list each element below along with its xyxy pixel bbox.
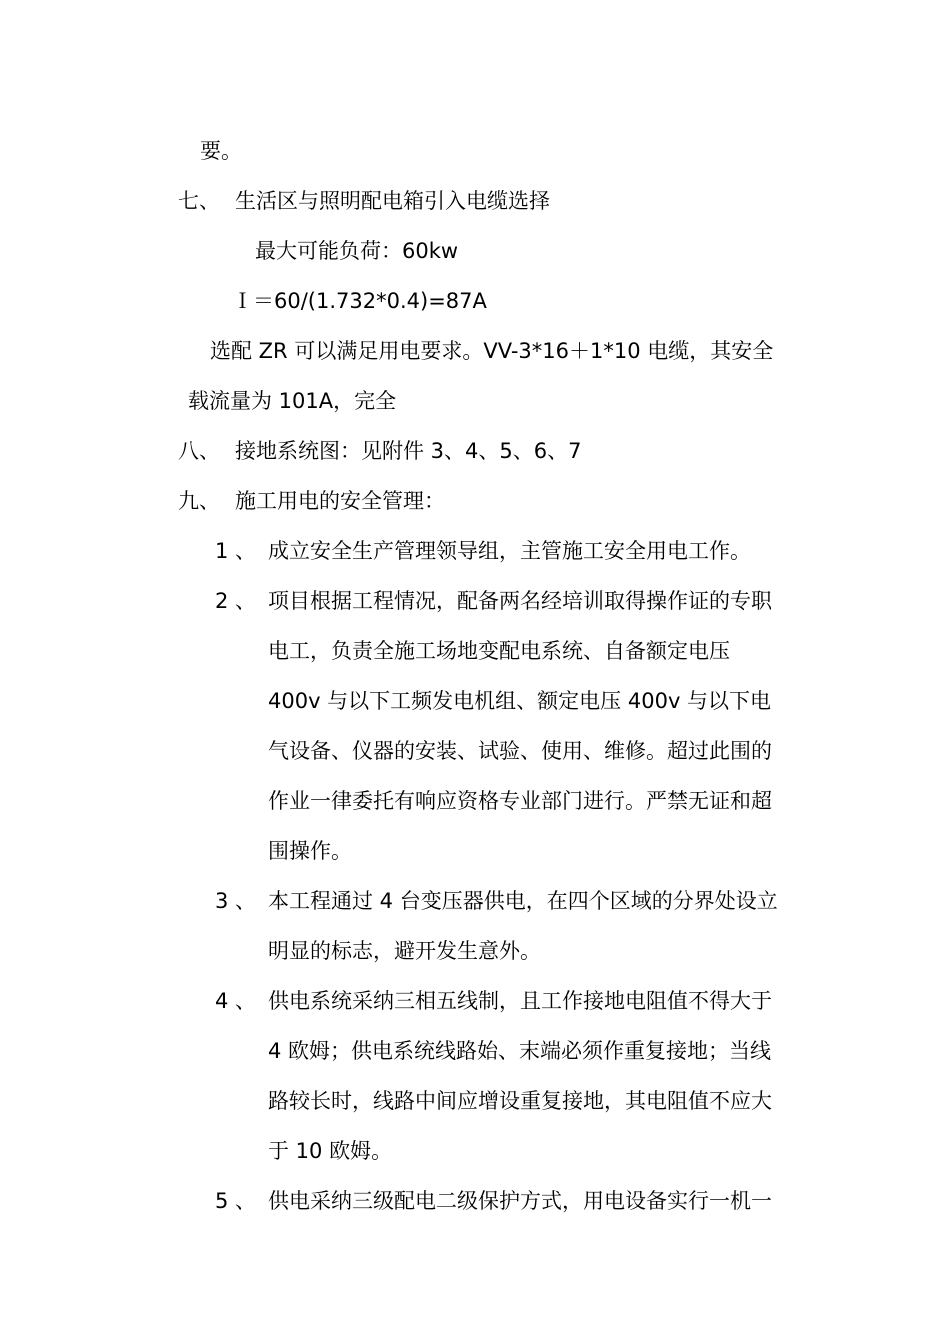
paragraph-line: 要。 xyxy=(200,139,242,163)
item-line: 供电采纳三级配电二级保护方式，用电设备实行一机一 xyxy=(268,1189,772,1213)
item-line: 路较长时，线路中间应增设重复接地，其电阻值不应大 xyxy=(268,1089,772,1113)
item-line: 作业一律委托有响应资格专业部门进行。严禁无证和超 xyxy=(268,789,772,813)
section-number: 九、 xyxy=(178,489,220,513)
section-heading: 施工用电的安全管理： xyxy=(235,489,445,513)
item-line: 于 10 欧姆。 xyxy=(268,1139,393,1163)
item-line: 400v 与以下工频发电机组、额定电压 400v 与以下电 xyxy=(268,689,772,713)
item-line: 围操作。 xyxy=(268,839,352,863)
item-number: 4 、 xyxy=(215,989,257,1013)
item-line: 电工，负责全施工场地变配电系统、自备额定电压 xyxy=(268,639,730,663)
item-line: 4 欧姆；供电系统线路始、末端必须作重复接地；当线 xyxy=(268,1039,772,1063)
item-line: 供电系统采纳三相五线制，且工作接地电阻值不得大于 xyxy=(268,989,772,1013)
item-number: 5 、 xyxy=(215,1189,257,1213)
item-line: 明显的标志，避开发生意外。 xyxy=(268,939,541,963)
section-number: 七、 xyxy=(178,189,220,213)
item-number: 3 、 xyxy=(215,889,257,913)
formula-line: Ｉ＝60/(1.732*0.4)=87A xyxy=(232,289,487,313)
item-number: 2 、 xyxy=(215,589,257,613)
paragraph-line: 选配 ZR 可以满足用电要求。VV-3*16＋1*10 电缆，其安全 xyxy=(210,339,774,363)
item-line: 项目根据工程情况，配备两名经培训取得操作证的专职 xyxy=(268,589,772,613)
section-heading: 生活区与照明配电箱引入电缆选择 xyxy=(235,189,550,213)
item-line: 气设备、仪器的安装、试验、使用、维修。超过此围的 xyxy=(268,739,772,763)
section-number: 八、 xyxy=(178,439,220,463)
paragraph-line: 最大可能负荷：60kw xyxy=(255,239,459,263)
section-heading: 接地系统图：见附件 3、4、5、6、7 xyxy=(235,439,582,463)
item-line: 本工程通过 4 台变压器供电，在四个区域的分界处设立 xyxy=(268,889,778,913)
paragraph-line: 载流量为 101A，完全 xyxy=(188,389,397,413)
item-number: 1 、 xyxy=(215,539,257,563)
item-line: 成立安全生产管理领导组，主管施工安全用电工作。 xyxy=(268,539,751,563)
